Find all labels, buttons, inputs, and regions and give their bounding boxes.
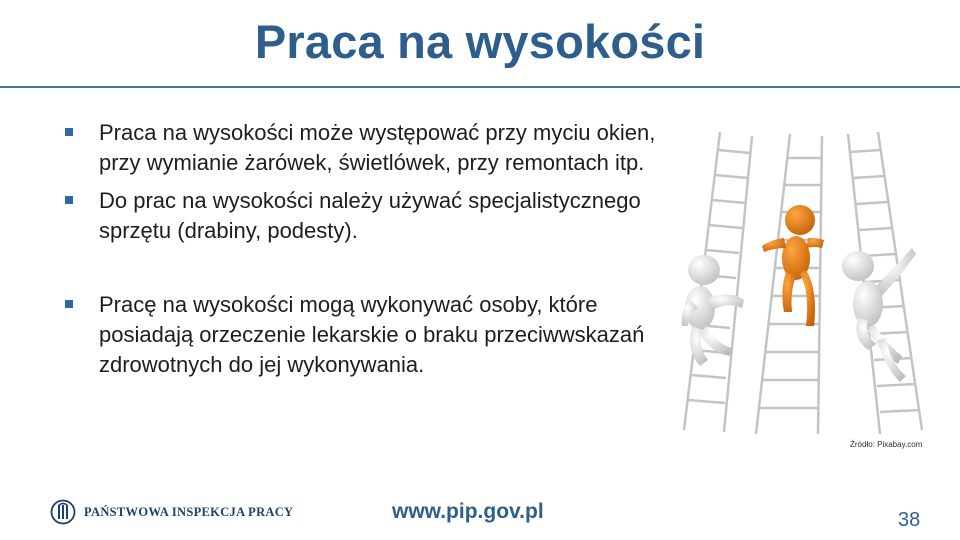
pip-emblem-icon [50, 499, 76, 525]
bullet-text: Praca na wysokości może występować przy myciu okien, przy wymianie żarówek, świetlówek, przy remontach itp. [99, 120, 656, 175]
bullet-square-icon [65, 128, 73, 136]
bullet-text: Do prac na wysokości należy używać specjalistycznego sprzętu (drabiny, podesty). [99, 188, 641, 243]
pip-logo [50, 499, 293, 525]
bullet-list [62, 118, 662, 380]
slide-title: Praca na wysokości [254, 15, 706, 68]
bullet-square-icon [65, 300, 73, 308]
logo-text: PAŃSTWOWA INSPEKCJA PRACY [84, 504, 294, 519]
image-credit: Źródło: Pixabay.com [850, 440, 923, 449]
ladder-left [684, 132, 752, 432]
bullet-square-icon [65, 196, 73, 204]
page-number: 38 [898, 509, 921, 531]
ladder-climbers-illustration [672, 130, 928, 436]
bullet-item [62, 290, 662, 380]
bullet-text: Pracę na wysokości mogą wykonywać osoby, które posiadają orzeczenie lekarskie o braku przeciwwskazań zdrowotnych do jej wykonywania. [99, 292, 645, 377]
website-url[interactable]: www.pip.gov.pl [392, 500, 544, 523]
bullet-item [62, 118, 662, 178]
title-divider [0, 86, 960, 88]
bullet-item [62, 186, 662, 246]
